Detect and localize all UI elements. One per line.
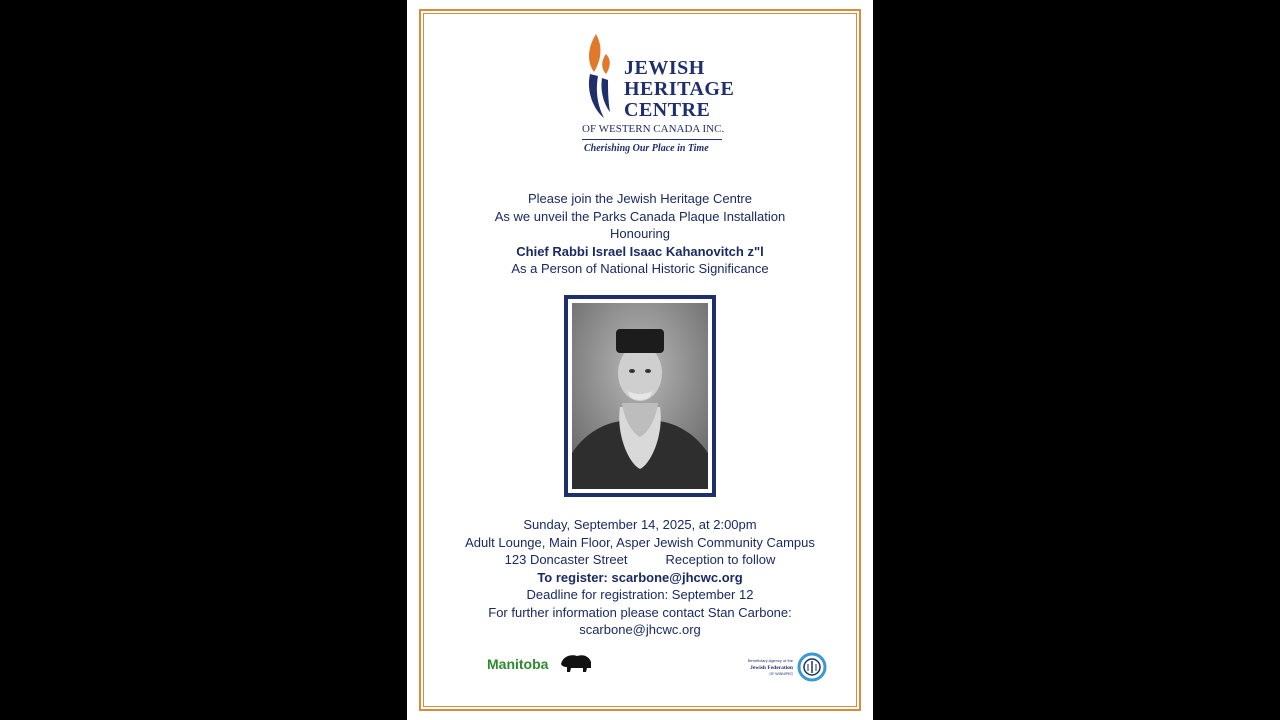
federation-name: Jewish Federation: [750, 665, 793, 671]
logo-line-2: HERITAGE: [624, 78, 735, 100]
register-line[interactable]: To register: scarbone@jhcwc.org: [537, 569, 743, 585]
honoree-name: Chief Rabbi Israel Isaac Kahanovitch z"l: [516, 243, 764, 259]
portrait-frame: [564, 295, 716, 497]
event-location: Adult Lounge, Main Floor, Asper Jewish Community Campus: [465, 534, 815, 550]
flame-icon: [582, 32, 622, 122]
intro-line-5: As a Person of National Historic Significance: [511, 261, 769, 276]
invitation-page: [407, 0, 873, 720]
logo-tagline: Cherishing Our Place in Time: [584, 143, 709, 154]
jhc-logo: [582, 30, 735, 160]
portrait-mat: [568, 299, 712, 493]
federation-agency-text: Beneficiary Agency of the: [747, 658, 793, 663]
event-date: Sunday, September 14, 2025, at 2:00pm: [523, 517, 757, 532]
logo-divider: [582, 139, 722, 140]
logo-line-3: CENTRE: [624, 99, 711, 121]
intro-line-3: Honouring: [610, 226, 670, 241]
intro-line-2: As we unveil the Parks Canada Plaque Installation: [494, 208, 786, 224]
logo-subline: OF WESTERN CANADA INC.: [582, 123, 725, 135]
contact-line: For further information please contact Stan Carbone:: [488, 604, 792, 620]
manitoba-wordmark: Manitoba: [487, 656, 549, 672]
rabbi-portrait: [572, 303, 708, 489]
logo-wordmark: [624, 58, 734, 121]
manitoba-logo: [487, 650, 597, 678]
deadline-line: Deadline for registration: September 12: [526, 587, 754, 602]
menorah-icon: [797, 652, 827, 682]
reception-note: Reception to follow: [665, 552, 776, 567]
bison-icon: [559, 652, 593, 674]
invitation-intro: [407, 190, 873, 278]
federation-city: OF WINNIPEG: [769, 672, 793, 676]
jewish-federation-logo: [719, 652, 829, 682]
contact-email[interactable]: scarbone@jhcwc.org: [579, 622, 701, 637]
logo-line-1: JEWISH: [624, 57, 705, 79]
event-details: [407, 516, 873, 639]
event-address: 123 Doncaster Street: [504, 552, 628, 567]
intro-line-1: Please join the Jewish Heritage Centre: [527, 191, 752, 206]
address-reception-line: [407, 551, 873, 569]
